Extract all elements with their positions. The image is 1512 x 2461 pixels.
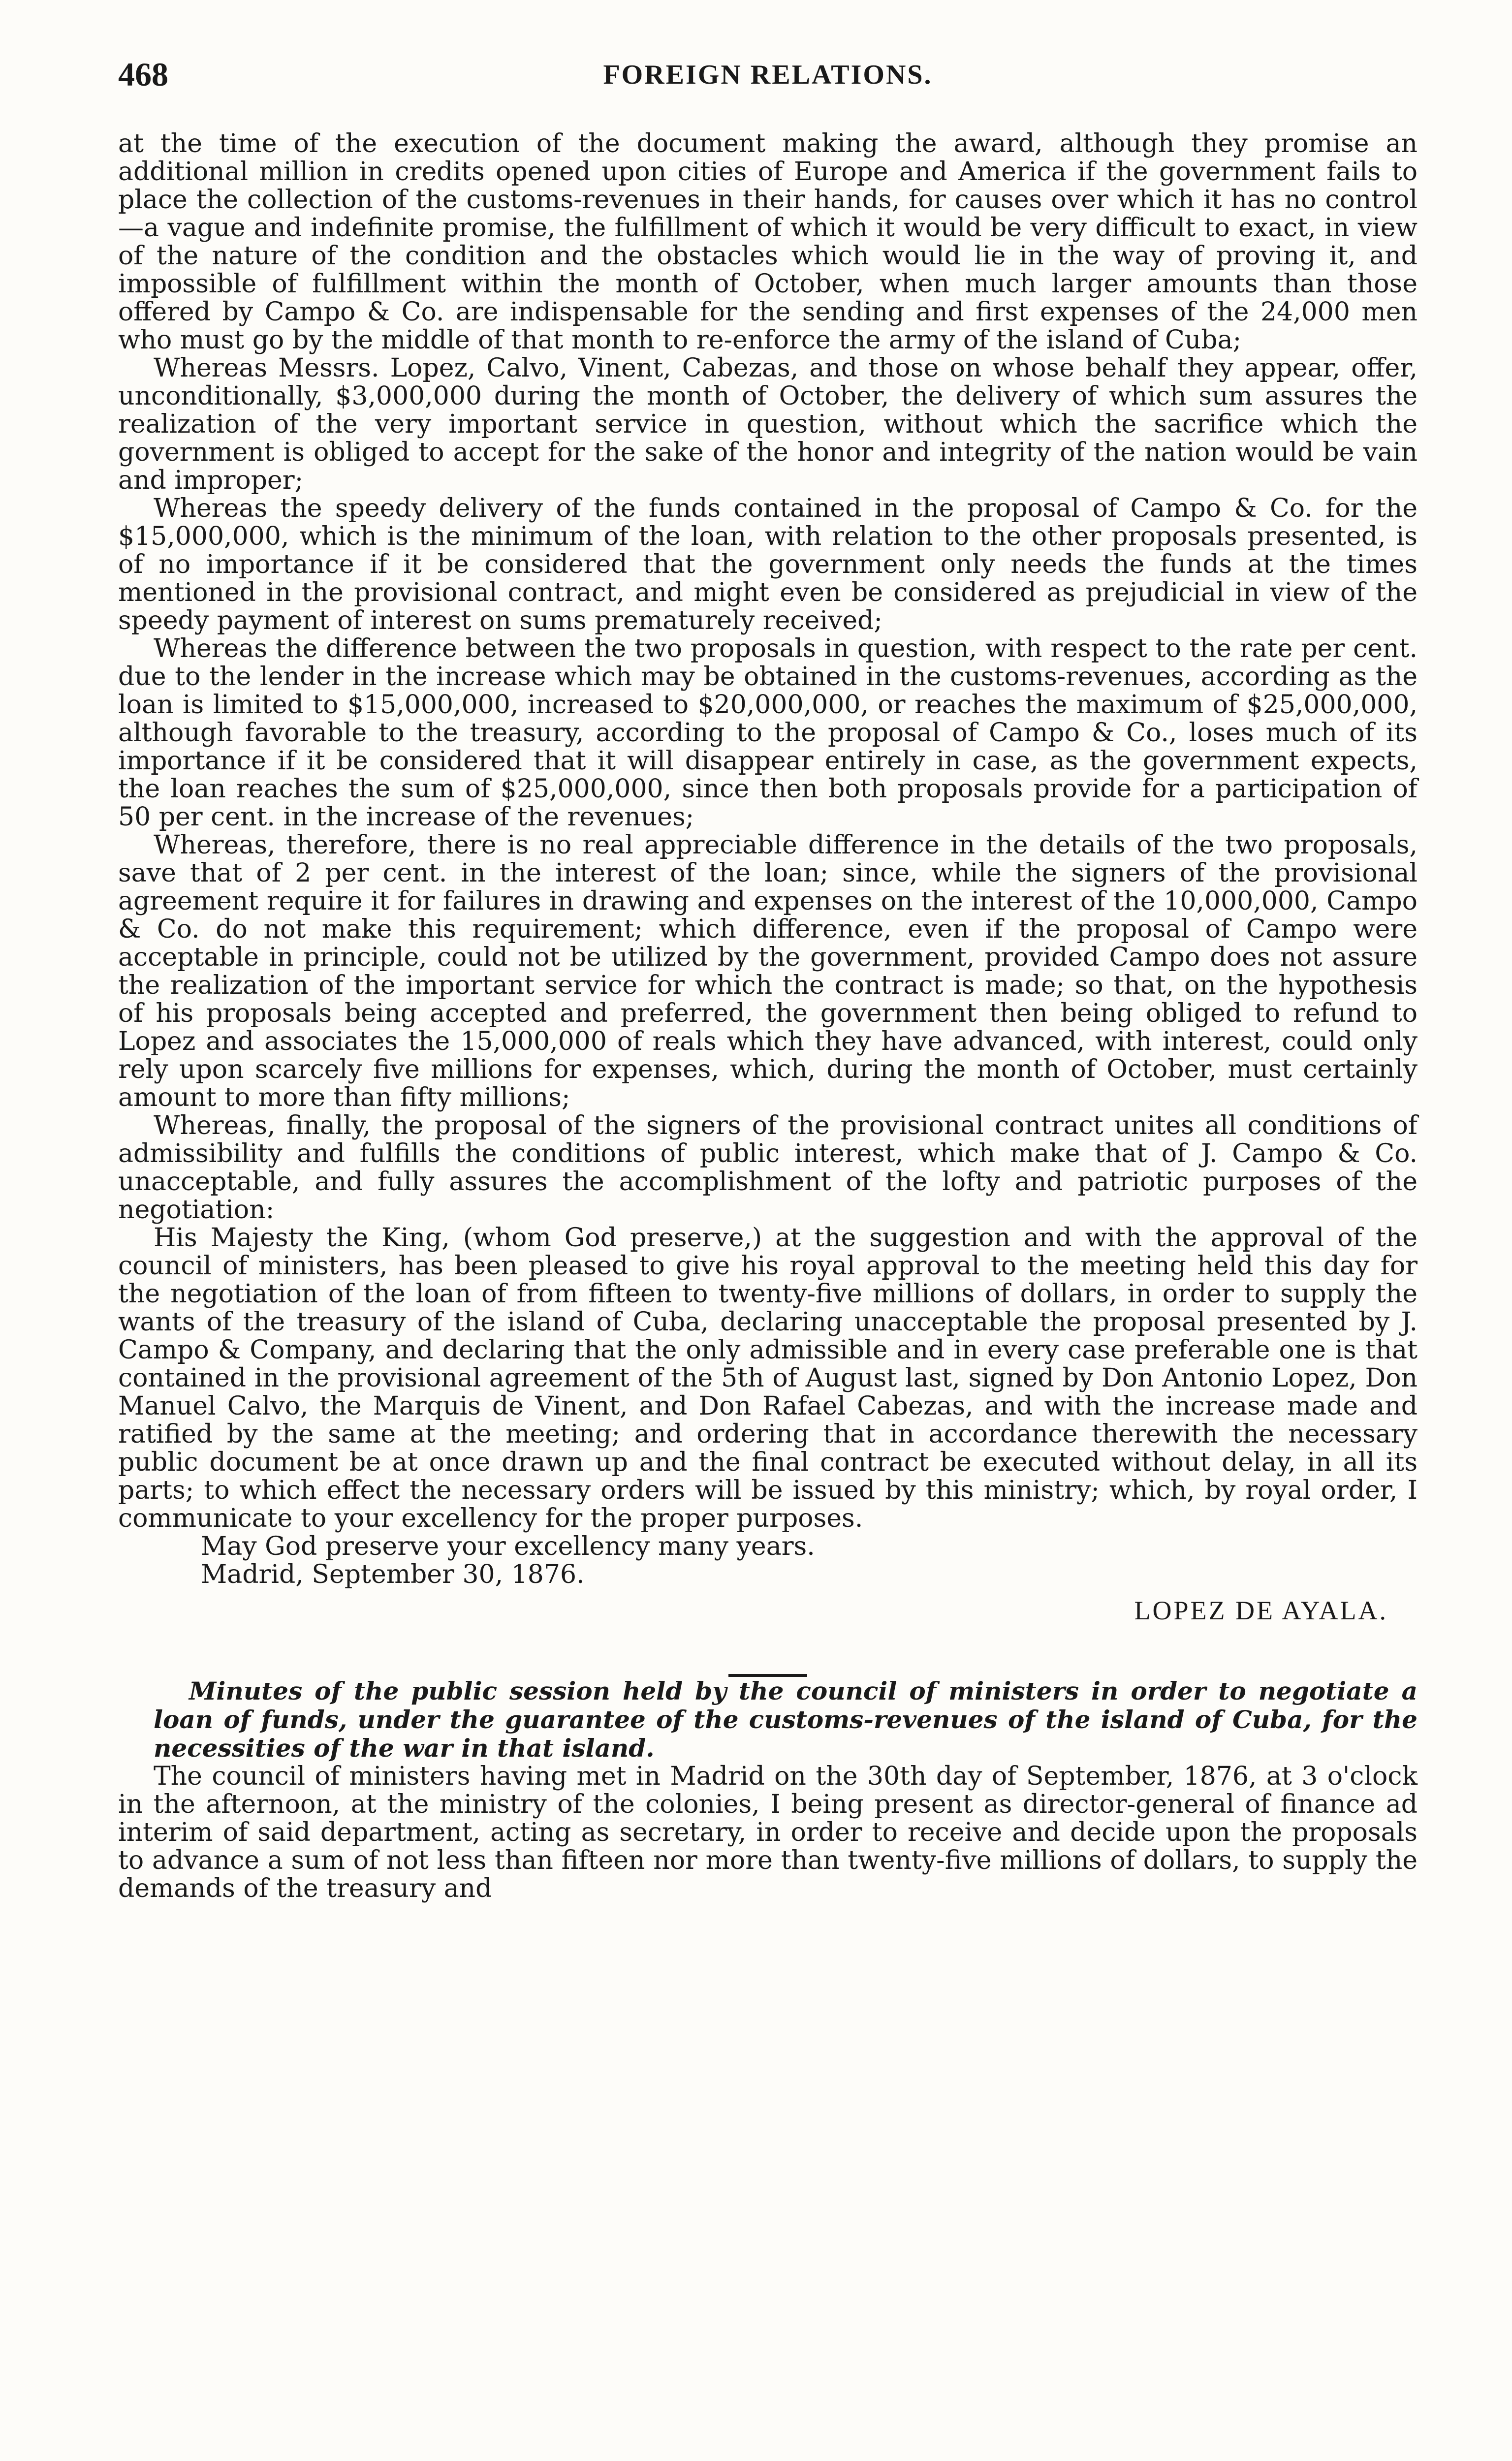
paragraph: Whereas, finally, the proposal of the signers of the provisional contract unites all conditions of admissibility and fulfills the conditions of public interest, which make that of J. Campo & Co. unacceptable, and fully assures the accomplishment of the lofty and patriotic purposes of the negotiation: [118,1111,1418,1225]
running-title: FOREIGN RELATIONS. [603,60,933,90]
page-number: 468 [118,56,168,93]
body-text [118,130,1418,1903]
signature: LOPEZ DE AYALA. [1134,1596,1388,1625]
minutes-paragraph: The council of ministers having met in Madrid on the 30th day of September, 1876, at 3 o'clock in the afternoon, at the ministry of the colonies, I being present as director-general of finance ad interim of said department, acting as secretary, in order to receive and decide upon the proposals to advance a sum of not less than fifteen nor more than twenty-five millions of dollars, to supply the demands of the treasury and [118,1762,1418,1903]
paragraph: Whereas Messrs. Lopez, Calvo, Vinent, Cabezas, and those on whose behalf they appear, offer, unconditionally, $3,000,000 during the month of October, the delivery of which sum assures the realization of the very important service in question, without which the sacrifice which the government is obliged to accept for the sake of the honor and integrity of the nation would be vain and improper; [118,353,1418,495]
paragraph: His Majesty the King, (whom God preserve,) at the suggestion and with the approval of the council of ministers, has been pleased to give his royal approval to the meeting held this day for the negotiation of the loan of from fifteen to twenty-five millions of dollars, in order to supply the wants of the treasury of the island of Cuba, declaring unacceptable the proposal presented by J. Campo & Company, and declaring that the only admissible and in every case preferable one is that contained in the provisional agreement of the 5th of August last, signed by Don Antonio Lopez, Don Manuel Calvo, the Marquis de Vinent, and Don Rafael Cabezas, and with the increase made and ratified by the same at the meeting; and ordering that in accordance therewith the necessary public document be at once drawn up and the final contract be executed without delay, in all its parts; to which effect the necessary orders will be issued by this ministry; which, by royal order, I communicate to your excellency for the proper purposes. [118,1223,1418,1533]
closing-place-date: Madrid, September 30, 1876. [201,1560,585,1589]
paragraph: Whereas, therefore, there is no real appreciable difference in the details of the two proposals, save that of 2 per cent. in the interest of the loan; since, while the signers of the provisional agreement require it for failures in drawing and expenses on the interest of the 10,000,000, Campo & Co. do not make this requirement; which difference, even if the proposal of Campo were acceptable in principle, could not be utilized by the government, provided Campo does not assure the realization of the important service for which the contract is made; so that, on the hypothesis of his proposals being accepted and preferred, the government then being obliged to refund to Lopez and associates the 15,000,000 of reals which they have advanced, with interest, could only rely upon scarcely five millions for expenses, which, during the month of October, must certainly amount to more than fifty millions; [118,830,1418,1112]
closing-salutation: May God preserve your excellency many years. [201,1532,815,1561]
minutes-heading: Minutes of the public session held by the council of ministers in order to negotiate a loan of funds, under the guarantee of the customs-revenues of the island of Cuba, for the necessities of the war in that island. [154,1676,1418,1763]
paragraph: Whereas the speedy delivery of the funds contained in the proposal of Campo & Co. for the $15,000,000, which is the minimum of the loan, with relation to the other proposals presented, is of no importance if it be considered that the government only needs the funds at the times mentioned in the provisional contract, and might even be considered as prejudicial in view of the speedy payment of interest on sums prematurely received; [118,494,1418,635]
paragraph: at the time of the execution of the document making the award, although they promise an additional million in credits opened upon cities of Europe and America if the government fails to place the collection of the customs-revenues in their hands, for causes over which it has no control—a vague and indefinite promise, the fulfillment of which it would be very difficult to exact, in view of the nature of the condition and the obstacles which would lie in the way of proving it, and impossible of fulfillment within the month of October, when much larger amounts than those offered by Campo & Co. are indispensable for the sending and first expenses of the 24,000 men who must go by the middle of that month to re-enforce the army of the island of Cuba; [118,129,1418,355]
paragraph: Whereas the difference between the two proposals in question, with respect to the rate per cent. due to the lender in the increase which may be obtained in the customs-revenues, according as the loan is limited to $15,000,000, increased to $20,000,000, or reaches the maximum of $25,000,000, although favorable to the treasury, according to the proposal of Campo & Co., loses much of its importance if it be considered that it will disappear entirely in case, as the government expects, the loan reaches the sum of $25,000,000, since then both proposals provide for a participation of 50 per cent. in the increase of the revenues; [118,634,1418,832]
page-header [118,55,1418,99]
